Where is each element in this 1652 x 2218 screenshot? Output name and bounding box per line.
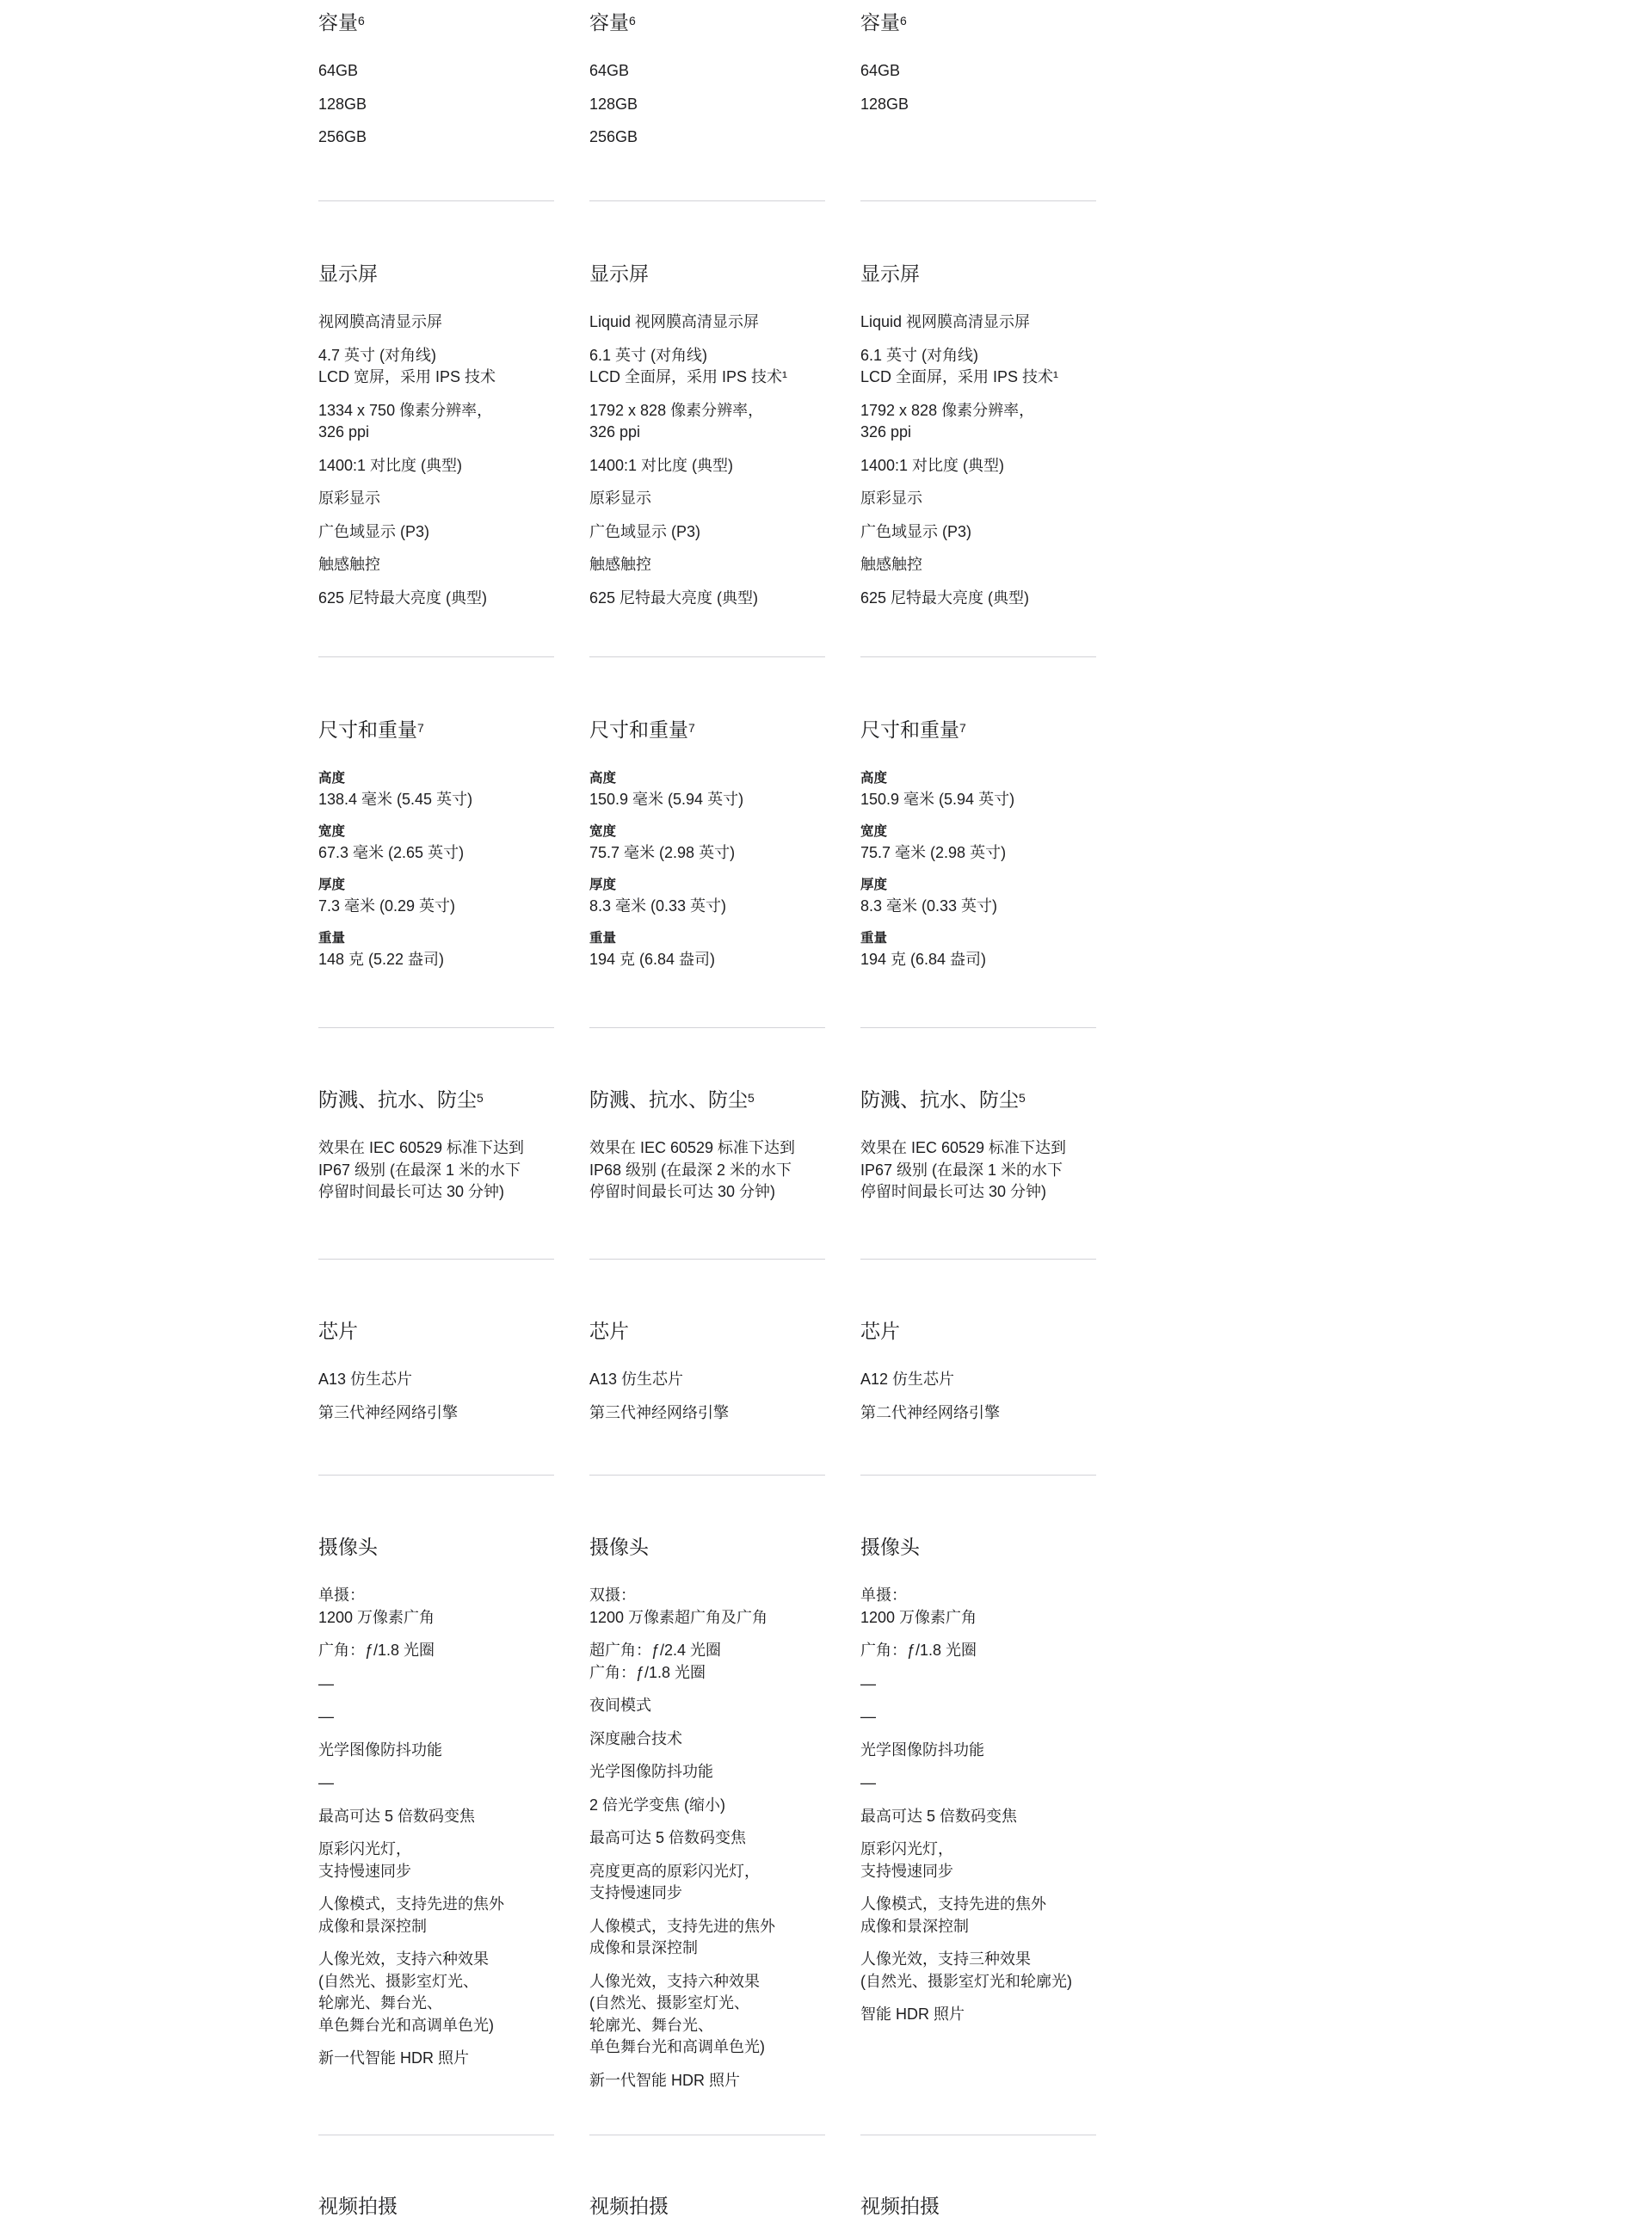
section-title xyxy=(860,1535,920,1559)
section-divider xyxy=(589,1475,825,1476)
section-title xyxy=(860,10,907,34)
section-divider xyxy=(318,1259,554,1260)
spec-list xyxy=(860,60,1096,126)
dimension-item xyxy=(589,821,825,864)
footnote-ref: 6 xyxy=(900,14,907,28)
section-divider xyxy=(318,1027,554,1028)
spec-item: 1400:1 对比度 (典型) xyxy=(860,456,1005,474)
footnote-ref: 7 xyxy=(959,721,966,735)
section-title-text: 容量 xyxy=(318,11,358,34)
dimension-value: 67.3 毫米 (2.65 英寸) xyxy=(318,844,465,861)
spec-item: 光学图像防抖功能 xyxy=(860,1741,984,1759)
section-title-text: 容量 xyxy=(589,11,629,34)
spec-item: 64GB xyxy=(589,62,630,79)
spec-item: 256GB xyxy=(318,128,367,145)
spec-item: A12 仿生芯片 xyxy=(860,1371,955,1388)
section-divider xyxy=(589,1027,825,1028)
spec-item: 1400:1 对比度 (典型) xyxy=(318,456,463,474)
spec-item: 人像光效，支持六种效果 (自然光、摄影室灯光、 轮廓光、舞台光、 单色舞台光和高调单色光) xyxy=(589,1972,765,2055)
dimension-value: 148 克 (5.22 盎司) xyxy=(318,951,445,968)
spec-list xyxy=(318,311,554,620)
spec-item: 光学图像防抖功能 xyxy=(589,1763,713,1780)
spec-item: 双摄： 1200 万像素超广角及广角 xyxy=(589,1586,768,1626)
dimension-item xyxy=(318,767,554,810)
section-divider xyxy=(860,200,1096,201)
dimension-value: 75.7 毫米 (2.98 英寸) xyxy=(589,844,736,861)
section-title-text: 防溅、抗水、防尘 xyxy=(318,1088,477,1111)
dimension-label: 高度 xyxy=(860,771,888,786)
spec-item: 2 倍光学变焦 (缩小) xyxy=(589,1796,726,1814)
section-title xyxy=(860,718,966,742)
spec-list xyxy=(318,60,554,160)
section-title-text: 芯片 xyxy=(860,1320,900,1342)
section-title-text: 容量 xyxy=(860,11,900,34)
dimension-value: 150.9 毫米 (5.94 英寸) xyxy=(589,791,744,808)
section-divider xyxy=(860,656,1096,657)
spec-item: 人像光效，支持六种效果 (自然光、摄影室灯光、 轮廓光、舞台光、 单色舞台光和高调单色光) xyxy=(318,1950,494,2034)
section-title-text: 芯片 xyxy=(318,1320,358,1342)
dimension-value: 8.3 毫米 (0.33 英寸) xyxy=(860,897,998,915)
spec-item: 亮度更高的原彩闪光灯， 支持慢速同步 xyxy=(589,1862,760,1901)
section-title-text: 尺寸和重量 xyxy=(589,718,688,741)
spec-item: 第三代神经网络引擎 xyxy=(589,1403,729,1421)
spec-item: 广角：ƒ/1.8 光圈 xyxy=(318,1642,435,1659)
footnote-ref: 7 xyxy=(688,721,695,735)
spec-list xyxy=(318,1369,554,1435)
dimension-list xyxy=(318,767,554,981)
spec-item: — xyxy=(318,1708,334,1725)
spec-item: 广色域显示 (P3) xyxy=(318,522,430,540)
spec-item: 人像模式，支持先进的焦外 成像和景深控制 xyxy=(589,1917,775,1956)
spec-item: 128GB xyxy=(860,95,909,113)
spec-item: 原彩显示 xyxy=(860,490,922,507)
spec-item: 128GB xyxy=(589,95,638,113)
spec-item: 1334 x 750 像素分辨率， 326 ppi xyxy=(318,401,493,441)
dimension-label: 宽度 xyxy=(589,824,617,839)
spec-item: 广色域显示 (P3) xyxy=(589,522,701,540)
section-title xyxy=(589,1535,649,1559)
section-title-text: 防溅、抗水、防尘 xyxy=(589,1088,748,1111)
spec-item: 6.1 英寸 (对角线) LCD 全面屏，采用 IPS 技术¹ xyxy=(589,346,788,385)
section-title-text: 视频拍摄 xyxy=(860,2195,940,2217)
spec-item: — xyxy=(318,1774,334,1791)
spec-item: 1792 x 828 像素分辨率， 326 ppi xyxy=(589,401,764,441)
spec-list xyxy=(589,311,825,620)
section-title-text: 显示屏 xyxy=(860,262,920,285)
dimension-label: 重量 xyxy=(318,931,346,946)
section-title-text: 视频拍摄 xyxy=(318,2195,398,2217)
section-title xyxy=(318,718,424,742)
spec-item: 625 尼特最大亮度 (典型) xyxy=(860,588,1030,607)
spec-item: 原彩闪光灯， 支持慢速同步 xyxy=(860,1840,953,1880)
section-title xyxy=(318,1319,358,1343)
section-title xyxy=(860,2194,940,2218)
dimension-item xyxy=(589,927,825,970)
spec-item: 深度融合技术 xyxy=(589,1729,682,1747)
spec-item: 原彩显示 xyxy=(589,490,651,507)
section-title-text: 摄像头 xyxy=(589,1536,649,1558)
section-divider xyxy=(318,200,554,201)
dimension-item xyxy=(860,821,1096,864)
section-divider xyxy=(860,1259,1096,1260)
dimension-label: 厚度 xyxy=(860,878,888,892)
section-divider xyxy=(318,656,554,657)
spec-item: 超广角：ƒ/2.4 光圈 广角：ƒ/1.8 光圈 xyxy=(589,1642,722,1681)
spec-item: 触感触控 xyxy=(860,556,922,573)
section-title xyxy=(589,1087,755,1112)
dimension-item xyxy=(860,767,1096,810)
spec-item: 1792 x 828 像素分辨率， 326 ppi xyxy=(860,401,1035,441)
spec-item: 视网膜高清显示屏 xyxy=(318,313,442,330)
spec-list xyxy=(318,1585,554,2081)
section-title xyxy=(589,262,649,286)
footnote-ref: 5 xyxy=(748,1091,755,1105)
section-title xyxy=(318,2194,398,2218)
spec-item: 最高可达 5 倍数码变焦 xyxy=(860,1807,1018,1825)
dimension-value: 150.9 毫米 (5.94 英寸) xyxy=(860,791,1015,808)
dimension-value: 194 克 (6.84 盎司) xyxy=(589,951,716,968)
spec-item: 触感触控 xyxy=(318,556,380,573)
footnote-ref: 5 xyxy=(1019,1091,1026,1105)
dimension-item xyxy=(860,874,1096,917)
spec-item: 广色域显示 (P3) xyxy=(860,522,972,540)
spec-item: 单摄： 1200 万像素广角 xyxy=(860,1586,977,1626)
dimension-list xyxy=(589,767,825,981)
spec-item: — xyxy=(318,1674,334,1692)
spec-item: Liquid 视网膜高清显示屏 xyxy=(860,313,1031,330)
spec-item: 1400:1 对比度 (典型) xyxy=(589,456,734,474)
footnote-ref: 5 xyxy=(477,1091,484,1105)
section-title xyxy=(589,10,636,34)
section-title xyxy=(860,1319,900,1343)
spec-item: 单摄： 1200 万像素广角 xyxy=(318,1586,435,1626)
dimension-label: 高度 xyxy=(318,771,346,786)
spec-item: 最高可达 5 倍数码变焦 xyxy=(589,1829,747,1846)
spec-item: A13 仿生芯片 xyxy=(589,1371,684,1388)
dimension-item xyxy=(318,927,554,970)
section-title-text: 防溅、抗水、防尘 xyxy=(860,1088,1019,1111)
spec-list xyxy=(860,311,1096,620)
spec-item: 4.7 英寸 (对角线) LCD 宽屏，采用 IPS 技术 xyxy=(318,346,496,385)
spec-item: 625 尼特最大亮度 (典型) xyxy=(589,588,759,607)
dimension-item xyxy=(860,927,1096,970)
section-title xyxy=(318,1535,378,1559)
spec-item: — xyxy=(860,1708,876,1725)
spec-item: 256GB xyxy=(589,128,638,145)
section-title xyxy=(318,262,378,286)
spec-item: 625 尼特最大亮度 (典型) xyxy=(318,588,488,607)
section-divider xyxy=(589,200,825,201)
section-title-text: 视频拍摄 xyxy=(589,2195,669,2217)
dimension-item xyxy=(589,874,825,917)
section-divider xyxy=(860,1027,1096,1028)
spec-item: 效果在 IEC 60529 标准下达到 IP68 级别 (在最深 2 米的水下 停留时间最长可达 30 分钟) xyxy=(589,1139,796,1200)
section-title-text: 芯片 xyxy=(589,1320,629,1342)
spec-list xyxy=(860,1585,1096,2037)
spec-item: 第二代神经网络引擎 xyxy=(860,1403,1000,1421)
section-title-text: 显示屏 xyxy=(318,262,378,285)
spec-item: 效果在 IEC 60529 标准下达到 IP67 级别 (在最深 1 米的水下 停留时间最长可达 30 分钟) xyxy=(860,1139,1067,1200)
spec-item: 原彩闪光灯， 支持慢速同步 xyxy=(318,1840,411,1880)
section-title xyxy=(860,262,920,286)
spec-item: 新一代智能 HDR 照片 xyxy=(318,2049,469,2067)
dimension-label: 宽度 xyxy=(860,824,888,839)
dimension-item xyxy=(589,767,825,810)
spec-item: — xyxy=(860,1774,876,1791)
spec-item: 64GB xyxy=(860,62,901,79)
dimension-item xyxy=(318,821,554,864)
dimension-value: 8.3 毫米 (0.33 英寸) xyxy=(589,897,727,915)
dimension-item xyxy=(318,874,554,917)
dimension-value: 7.3 毫米 (0.29 英寸) xyxy=(318,897,456,915)
footnote-ref: 6 xyxy=(629,14,636,28)
spec-list xyxy=(860,1137,1096,1215)
spec-list xyxy=(589,1585,825,2103)
spec-item: 第三代神经网络引擎 xyxy=(318,1403,458,1421)
dimension-label: 宽度 xyxy=(318,824,346,839)
spec-item: 人像模式，支持先进的焦外 成像和景深控制 xyxy=(860,1895,1046,1935)
spec-item: — xyxy=(860,1674,876,1692)
dimension-label: 厚度 xyxy=(318,878,346,892)
section-title xyxy=(318,10,365,34)
spec-item: 效果在 IEC 60529 标准下达到 IP67 级别 (在最深 1 米的水下 停留时间最长可达 30 分钟) xyxy=(318,1139,525,1200)
spec-item: 128GB xyxy=(318,95,367,113)
spec-item: 夜间模式 xyxy=(589,1697,651,1714)
spec-item: 智能 HDR 照片 xyxy=(860,2005,965,2023)
dimension-value: 194 克 (6.84 盎司) xyxy=(860,951,987,968)
section-title xyxy=(318,1087,484,1112)
spec-list xyxy=(589,1369,825,1435)
spec-item: 原彩显示 xyxy=(318,490,380,507)
dimension-label: 高度 xyxy=(589,771,617,786)
footnote-ref: 7 xyxy=(417,721,424,735)
spec-list xyxy=(589,60,825,160)
section-divider xyxy=(589,1259,825,1260)
section-title-text: 摄像头 xyxy=(860,1536,920,1558)
dimension-value: 138.4 毫米 (5.45 英寸) xyxy=(318,791,473,808)
spec-list xyxy=(318,1137,554,1215)
spec-item: 光学图像防抖功能 xyxy=(318,1741,442,1759)
section-divider xyxy=(589,656,825,657)
footnote-ref: 6 xyxy=(358,14,365,28)
section-title-text: 尺寸和重量 xyxy=(860,718,959,741)
spec-item: A13 仿生芯片 xyxy=(318,1371,413,1388)
section-title xyxy=(589,718,695,742)
spec-item: 64GB xyxy=(318,62,359,79)
spec-item: 触感触控 xyxy=(589,556,651,573)
section-divider xyxy=(860,1475,1096,1476)
spec-item: 新一代智能 HDR 照片 xyxy=(589,2071,740,2089)
section-title xyxy=(860,1087,1026,1112)
spec-item: 人像模式，支持先进的焦外 成像和景深控制 xyxy=(318,1895,504,1935)
spec-list xyxy=(589,1137,825,1215)
dimension-list xyxy=(860,767,1096,981)
spec-item: Liquid 视网膜高清显示屏 xyxy=(589,313,760,330)
dimension-label: 重量 xyxy=(589,931,617,946)
section-divider xyxy=(318,1475,554,1476)
spec-item: 6.1 英寸 (对角线) LCD 全面屏，采用 IPS 技术¹ xyxy=(860,346,1059,385)
spec-item: 人像光效，支持三种效果 (自然光、摄影室灯光和轮廓光) xyxy=(860,1950,1072,1990)
spec-list xyxy=(860,1369,1096,1435)
section-title-text: 摄像头 xyxy=(318,1536,378,1558)
dimension-value: 75.7 毫米 (2.98 英寸) xyxy=(860,844,1007,861)
section-title-text: 尺寸和重量 xyxy=(318,718,417,741)
section-title xyxy=(589,2194,669,2218)
section-title xyxy=(589,1319,629,1343)
spec-item: 最高可达 5 倍数码变焦 xyxy=(318,1807,476,1825)
section-title-text: 显示屏 xyxy=(589,262,649,285)
dimension-label: 重量 xyxy=(860,931,888,946)
dimension-label: 厚度 xyxy=(589,878,617,892)
spec-item: 广角：ƒ/1.8 光圈 xyxy=(860,1642,977,1659)
